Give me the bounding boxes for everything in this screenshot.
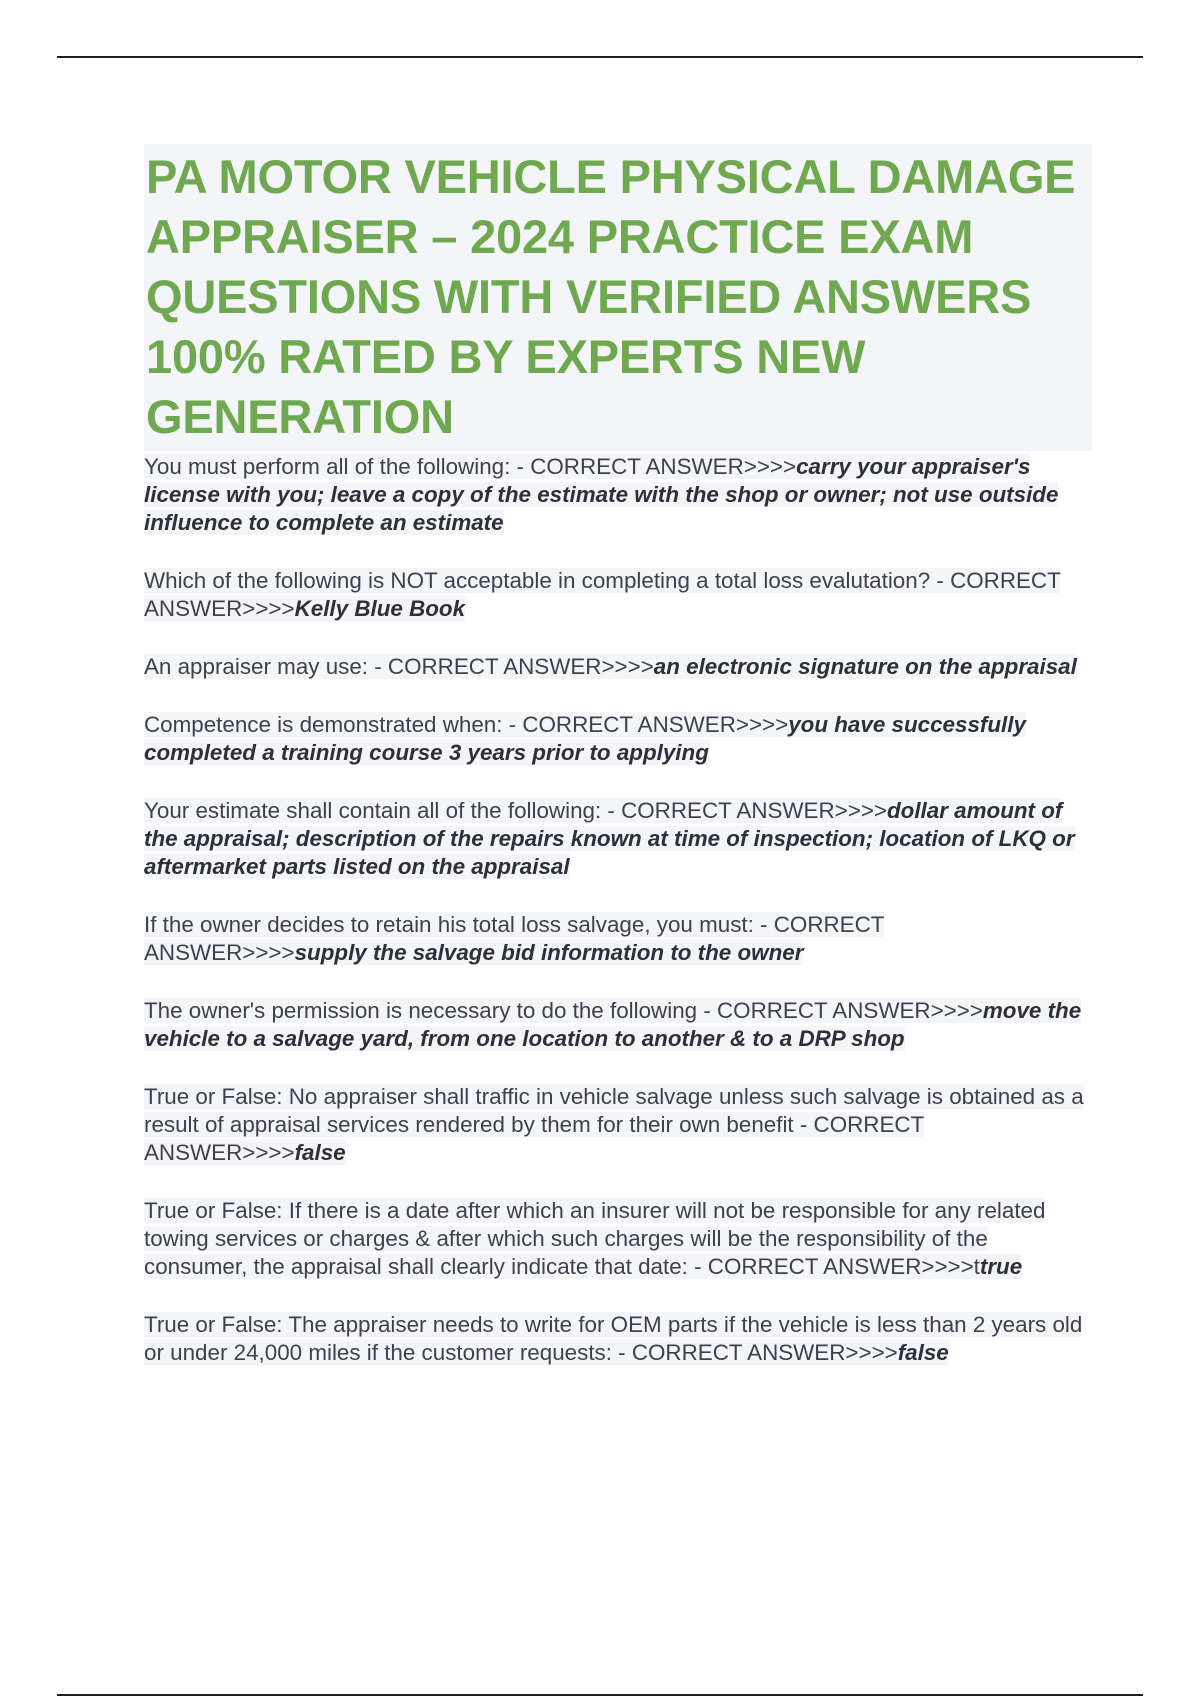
top-rule bbox=[57, 56, 1143, 58]
document-title: PA MOTOR VEHICLE PHYSICAL DAMAGE APPRAISER – 2024 PRACTICE EXAM QUESTIONS WITH VERIFIED ANSWERS 100% RATED BY EXPERTS NEW GENERATION bbox=[144, 144, 1092, 451]
qa-list bbox=[144, 453, 1092, 1367]
qa-item-4 bbox=[144, 711, 1092, 767]
answer-text: false bbox=[294, 1140, 346, 1165]
answer-text: dollar amount of the appraisal; description of the repairs known at time of inspection; location of LKQ or aftermarket parts listed on the appraisal bbox=[144, 798, 1075, 879]
question-text: True or False: The appraiser needs to write for OEM parts if the vehicle is less than 2 years old or under 24,000 miles if the customer requests: - CORRECT ANSWER>>>> bbox=[144, 1312, 1083, 1365]
qa-item-6 bbox=[144, 911, 1092, 967]
qa-item-2 bbox=[144, 567, 1092, 623]
qa-item-3 bbox=[144, 653, 1092, 681]
qa-item-1 bbox=[144, 453, 1092, 537]
question-text: Which of the following is NOT acceptable in completing a total loss evalutation? - CORRECT ANSWER>>>> bbox=[144, 568, 1061, 621]
answer-text: false bbox=[897, 1340, 949, 1365]
qa-item-5 bbox=[144, 797, 1092, 881]
answer-text: true bbox=[979, 1254, 1023, 1279]
answer-text: move the vehicle to a salvage yard, from one location to another & to a DRP shop bbox=[144, 998, 1082, 1051]
question-text: True or False: If there is a date after which an insurer will not be responsible for any related towing services or charges & after which such charges will be the responsibility of the consumer, the appraisal shall clearly indicate that date: - CORRECT ANSWER>>>>t bbox=[144, 1198, 1046, 1279]
question-text: The owner's permission is necessary to do the following - CORRECT ANSWER>>>> bbox=[144, 998, 983, 1023]
qa-item-8 bbox=[144, 1083, 1092, 1167]
qa-item-10 bbox=[144, 1311, 1092, 1367]
bottom-rule bbox=[57, 1694, 1143, 1696]
answer-text: you have successfully completed a training course 3 years prior to applying bbox=[144, 712, 1026, 765]
qa-item-9 bbox=[144, 1197, 1092, 1281]
answer-text: an electronic signature on the appraisal bbox=[653, 654, 1077, 679]
qa-item-7 bbox=[144, 997, 1092, 1053]
question-text: If the owner decides to retain his total loss salvage, you must: - CORRECT ANSWER>>>> bbox=[144, 912, 885, 965]
question-text: Competence is demonstrated when: - CORRECT ANSWER>>>> bbox=[144, 712, 789, 737]
question-text: You must perform all of the following: - CORRECT ANSWER>>>> bbox=[144, 454, 797, 479]
question-text: True or False: No appraiser shall traffic in vehicle salvage unless such salvage is obtained as a result of appraisal services rendered by them for their own benefit - CORRECT ANSWER>>>> bbox=[144, 1084, 1084, 1165]
question-text: An appraiser may use: - CORRECT ANSWER>>>> bbox=[144, 654, 654, 679]
document-body bbox=[144, 144, 1092, 1397]
question-text: Your estimate shall contain all of the following: - CORRECT ANSWER>>>> bbox=[144, 798, 887, 823]
answer-text: Kelly Blue Book bbox=[294, 596, 466, 621]
answer-text: supply the salvage bid information to the owner bbox=[294, 940, 804, 965]
answer-text: carry your appraiser's license with you; leave a copy of the estimate with the shop or owner; not use outside influence to complete an estimate bbox=[144, 454, 1059, 535]
